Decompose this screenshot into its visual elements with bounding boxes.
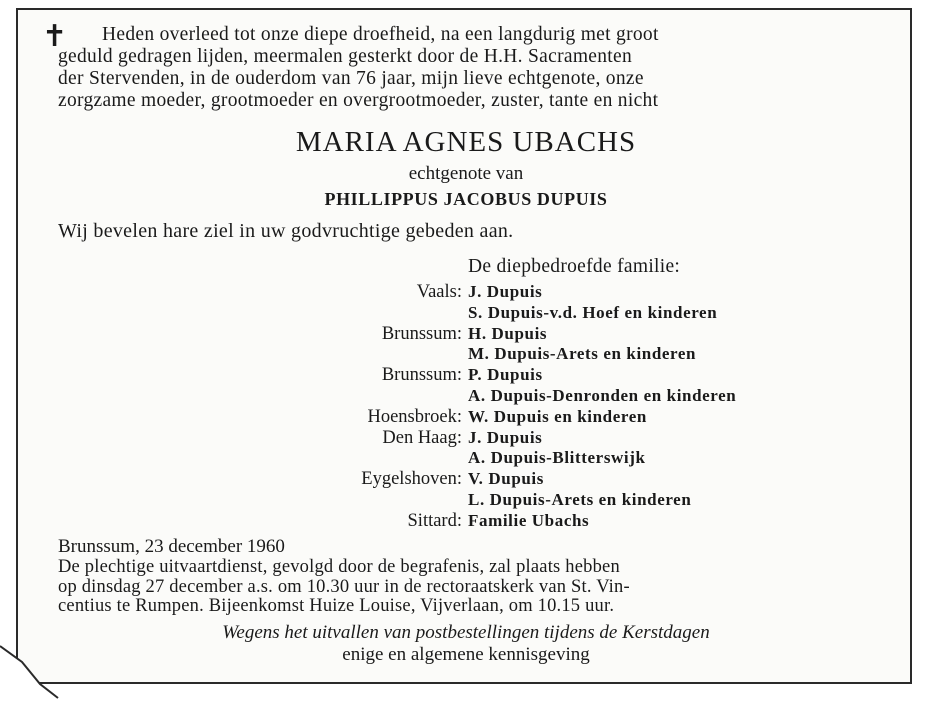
family-member: J. Dupuis xyxy=(468,427,543,447)
family-member: J. Dupuis xyxy=(468,282,543,301)
family-place: Brunssum: xyxy=(381,365,462,386)
family-member: A. Dupuis-Blitterswijk xyxy=(468,448,646,468)
family-place: Vaals: xyxy=(416,282,462,302)
date-line: Brunssum, 23 december 1960 xyxy=(58,536,285,557)
intro-paragraph xyxy=(58,24,894,112)
intro-line: zorgzame moeder, grootmoeder en overgrootmoeder, zuster, tante en nicht xyxy=(58,90,659,111)
prayer-request: Wij bevelen hare ziel in uw godvruchtige gebeden aan. xyxy=(58,220,514,242)
family-row xyxy=(0,448,932,469)
closing-line: Wegens het uitvallen van postbestellingen tijdens de Kerstdagen xyxy=(222,622,710,643)
family-heading: De diepbedroefde familie: xyxy=(468,256,681,277)
family-place: Den Haag: xyxy=(382,427,462,448)
closing-line: enige en algemene kennisgeving xyxy=(342,644,590,665)
intro-line: Heden overleed tot onze diepe droefheid, na een langdurig met groot xyxy=(102,24,659,45)
family-member: A. Dupuis-Denronden en kinderen xyxy=(468,385,737,405)
family-row xyxy=(0,428,932,449)
service-line: op dinsdag 27 december a.s. om 10.30 uur in de rectoraatskerk van St. Vin- xyxy=(58,576,630,597)
spouse-name: PHILLIPPUS JACOBUS DUPUIS xyxy=(324,189,608,209)
spouse-prefix: echtgenote van xyxy=(408,163,524,184)
family-member: V. Dupuis xyxy=(468,469,544,489)
family-row xyxy=(0,386,932,407)
family-row xyxy=(0,303,932,324)
intro-line: geduld gedragen lijden, meermalen gesterkt door de H.H. Sacramenten xyxy=(58,46,633,67)
family-row xyxy=(0,407,932,428)
family-place: Eygelshoven: xyxy=(361,469,462,490)
intro-line: der Stervenden, in de ouderdom van 76 jaar, mijn lieve echtgenote, onze xyxy=(58,68,644,89)
family-member: M. Dupuis-Arets en kinderen xyxy=(468,344,697,364)
family-member: S. Dupuis-v.d. Hoef en kinderen xyxy=(468,302,718,322)
family-row xyxy=(0,282,932,303)
family-member: P. Dupuis xyxy=(468,365,543,385)
family-place: Hoensbroek: xyxy=(367,406,462,427)
family-place: Brunssum: xyxy=(381,323,462,344)
cross-icon: ✝ xyxy=(42,19,68,54)
funeral-service-paragraph xyxy=(58,558,890,617)
family-row xyxy=(0,344,932,365)
closing-note xyxy=(0,622,932,666)
family-row xyxy=(0,365,932,386)
family-row xyxy=(0,490,932,511)
family-member: W. Dupuis en kinderen xyxy=(468,406,647,426)
family-member: Familie Ubachs xyxy=(468,510,590,530)
service-line: centius te Rumpen. Bijeenkomst Huize Louise, Vijverlaan, om 10.15 uur. xyxy=(58,596,615,616)
family-row xyxy=(0,511,932,532)
service-line: De plechtige uitvaartdienst, gevolgd door de begrafenis, zal plaats hebben xyxy=(58,557,620,577)
family-list xyxy=(0,282,932,532)
family-row xyxy=(0,324,932,345)
family-member: L. Dupuis-Arets en kinderen xyxy=(468,489,692,509)
family-row xyxy=(0,469,932,490)
family-place: Sittard: xyxy=(407,510,462,531)
deceased-name: MARIA AGNES UBACHS xyxy=(295,126,637,158)
family-member: H. Dupuis xyxy=(468,323,548,343)
